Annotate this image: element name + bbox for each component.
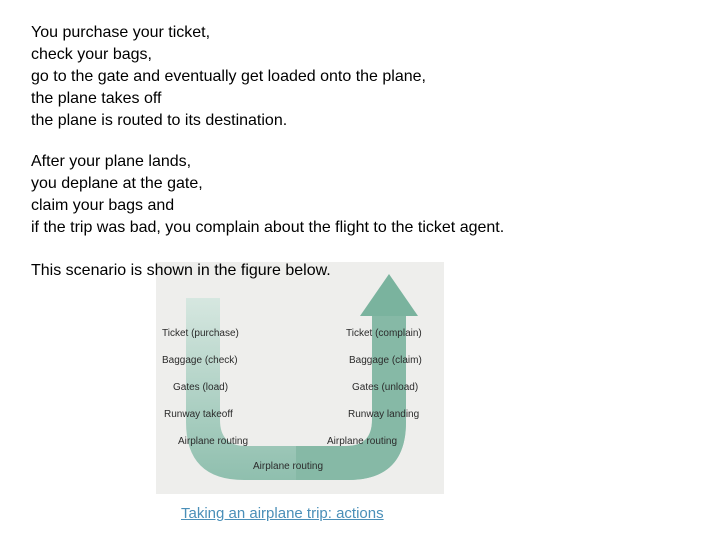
label-gates-load: Gates (load) (173, 382, 229, 393)
figure-caption-link[interactable]: Taking an airplane trip: actions (181, 505, 384, 522)
label-ticket-complain: Ticket (complain) (346, 328, 422, 339)
label-gates-unload: Gates (unload) (352, 382, 419, 393)
text-line: claim your bags and (31, 197, 175, 214)
text-line: check your bags, (31, 46, 152, 63)
label-airplane-routing-right: Airplane routing (327, 436, 398, 447)
text-line: You purchase your ticket, (31, 24, 211, 41)
label-baggage-claim: Baggage (claim) (349, 355, 422, 366)
label-runway-takeoff: Runway takeoff (164, 409, 233, 420)
text-line: the plane is routed to its destination. (31, 112, 288, 129)
label-baggage-check: Baggage (check) (162, 355, 238, 366)
figure-intro-paragraph (31, 260, 331, 282)
text-line: go to the gate and eventually get loaded onto the plane, (31, 68, 426, 85)
arrival-paragraph (31, 151, 504, 239)
text-line: After your plane lands, (31, 153, 192, 170)
label-runway-landing: Runway landing (348, 409, 420, 420)
label-airplane-routing-bottom: Airplane routing (253, 461, 324, 472)
arrow-head-shape (360, 274, 418, 316)
intro-paragraph (31, 22, 426, 132)
label-airplane-routing-left: Airplane routing (178, 436, 249, 447)
text-line: if the trip was bad, you complain about the flight to the ticket agent. (31, 219, 505, 236)
text-line: you deplane at the gate, (31, 175, 203, 192)
label-ticket-purchase: Ticket (purchase) (162, 328, 239, 339)
airplane-trip-figure (156, 262, 444, 494)
text-line: the plane takes off (31, 90, 162, 107)
text-line: This scenario is shown in the figure below. (31, 262, 331, 279)
u-arrow-graphic (156, 262, 444, 494)
